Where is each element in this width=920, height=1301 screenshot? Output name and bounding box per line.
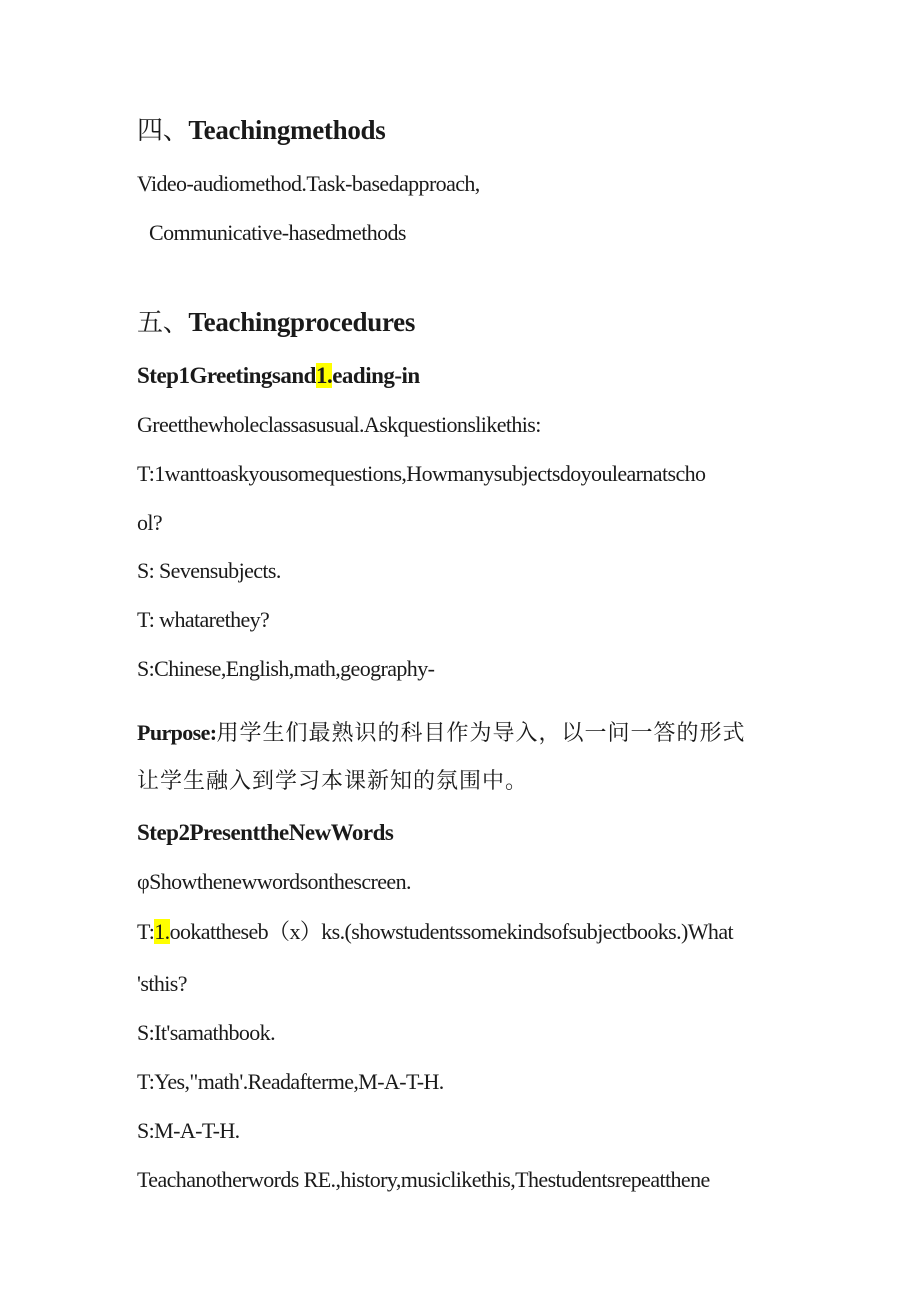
purpose-label: Purpose:: [137, 720, 217, 745]
step1-heading: [137, 362, 420, 390]
section-heading-teaching-procedures: [137, 308, 415, 337]
purpose-line-2: 让学生融入到学习本课新知的氛围中。: [137, 769, 529, 794]
step2-line: 'sthis?: [137, 971, 187, 996]
step1-line: T:1wanttoaskyousomequestions,Howmanysubjectsdoyoulearnatscho: [137, 461, 706, 486]
step2-heading: Step2PresenttheNewWords: [137, 820, 394, 845]
step1-line: S: Sevensubjects.: [137, 558, 281, 583]
step2-teacher-line: [137, 918, 733, 946]
step1-heading-prefix: Step1Greetingsand: [137, 363, 316, 388]
step2-line: S:M-A-T-H.: [137, 1118, 240, 1143]
step2-line: S:It'samathbook.: [137, 1020, 275, 1045]
highlighted-text: 1.: [315, 363, 333, 388]
speaker-prefix: T:: [137, 919, 155, 944]
step1-line: Greetthewholeclassasusual.Askquestionslikethis:: [137, 412, 541, 437]
step1-line: T: whatarethey?: [137, 607, 270, 632]
section-number: 四、: [137, 116, 189, 146]
methods-line-1: Video-audiomethod.Task-basedapproach,: [137, 171, 480, 196]
step2-line: Teachanotherwords RE.,history,musiclikethis,Thestudentsrepeatthene: [137, 1167, 710, 1192]
section-title: Teachingmethods: [188, 115, 386, 145]
step2-line: T:Yes,"math'.Readafterme,M-A-T-H.: [137, 1069, 444, 1094]
step1-heading-suffix: eading-in: [332, 363, 420, 388]
step1-line: ol?: [137, 510, 163, 535]
teacher-line-text: ookattheseb（x）ks.(showstudentssomekindsofsubjectbooks.)What: [169, 919, 733, 944]
section-heading-teaching-methods: [137, 116, 385, 145]
step1-line: S:Chinese,English,math,geography-: [137, 656, 435, 681]
purpose-text: 用学生们最熟识的科目作为导入，以一问一答的形式: [216, 721, 746, 746]
highlighted-text: 1.: [154, 919, 170, 944]
step2-line: φShowthenewwordsonthescreen.: [137, 869, 411, 894]
section-title: Teachingprocedures: [188, 307, 416, 337]
purpose-line-1: [137, 719, 746, 748]
methods-line-2: Communicative-hasedmethods: [149, 220, 406, 245]
section-number: 五、: [137, 308, 189, 338]
